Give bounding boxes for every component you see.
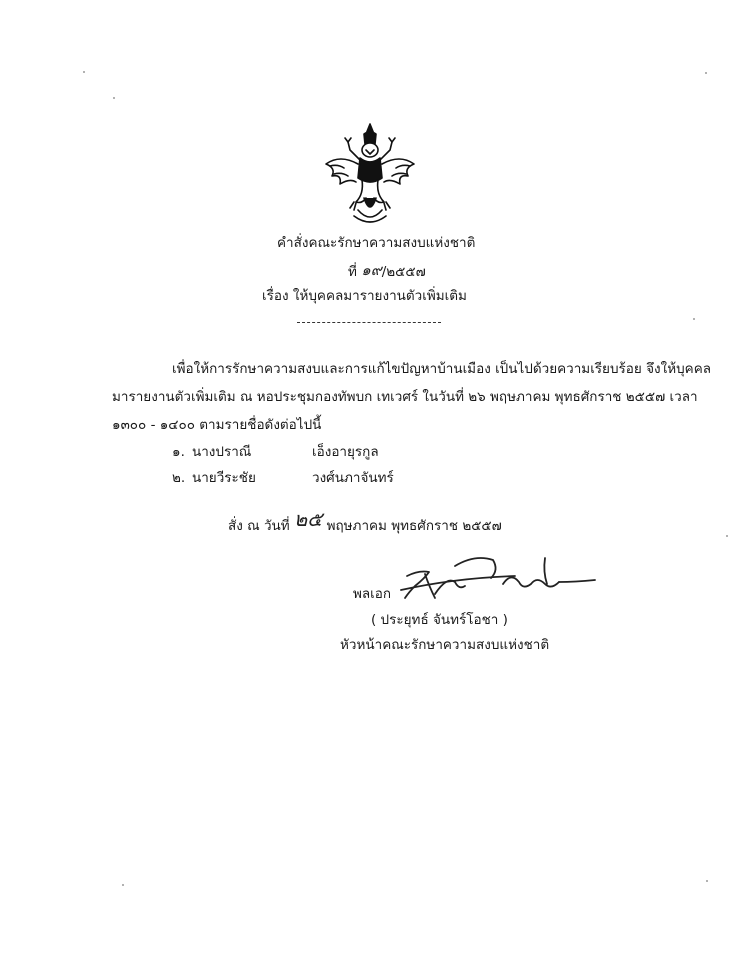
issue-date-line [228,507,502,535]
issue-date-prefix: สั่ง ณ วันที่ [228,518,290,534]
body-line-3: ๑๓๐๐ - ๑๔๐๐ ตามรายชื่อดังต่อไปนี้ [112,417,322,433]
issue-date-rest: พฤษภาคม พุทธศักราช ๒๕๕๗ [326,518,502,534]
order-title: คำสั่งคณะรักษาความสงบแห่งชาติ [277,235,476,251]
signatory-rank: พลเอก [353,586,392,602]
scan-speck [83,71,85,73]
order-number-handwritten: ๑๙ [361,261,382,279]
issue-date-day-handwritten: ๒๕ [293,507,323,531]
body-line-1: เพื่อให้การรักษาความสงบและการแก้ไขปัญหาบ้านเมือง เป็นไปด้วยความเรียบร้อย จึงให้บุคคล [172,361,711,377]
order-subject: เรื่อง ให้บุคคลมารายงานตัวเพิ่มเติม [262,288,467,304]
garuda-emblem-icon [318,120,422,228]
order-number-prefix: ที่ [348,264,357,280]
person-2-number: ๒. [172,470,186,486]
handwritten-signature-icon [395,546,605,606]
scan-speck [113,97,115,99]
order-number-line [348,262,426,281]
person-1-name: นางปราณี [192,444,252,460]
order-number-year: /๒๕๕๗ [381,264,426,280]
header-divider [297,322,441,323]
scan-speck [706,880,708,882]
person-1-number: ๑. [172,444,185,460]
scan-speck [693,318,695,320]
scan-speck [122,884,124,886]
person-2-surname: วงศ์นภาจันทร์ [312,470,394,486]
signatory-name: ( ประยุทธ์ จันทร์โอชา ) [371,612,508,628]
body-line-2: มารายงานตัวเพิ่มเติม ณ หอประชุมกองทัพบก เทเวศร์ ในวันที่ ๒๖ พฤษภาคม พุทธศักราช ๒๕๕๗ เวลา [112,389,698,405]
signatory-position: หัวหน้าคณะรักษาความสงบแห่งชาติ [340,637,550,653]
scan-speck [726,535,728,537]
scan-speck [705,72,707,74]
person-2-name: นายวีระชัย [192,470,256,486]
person-1-surname: เอ็งอายุรกูล [312,444,379,460]
